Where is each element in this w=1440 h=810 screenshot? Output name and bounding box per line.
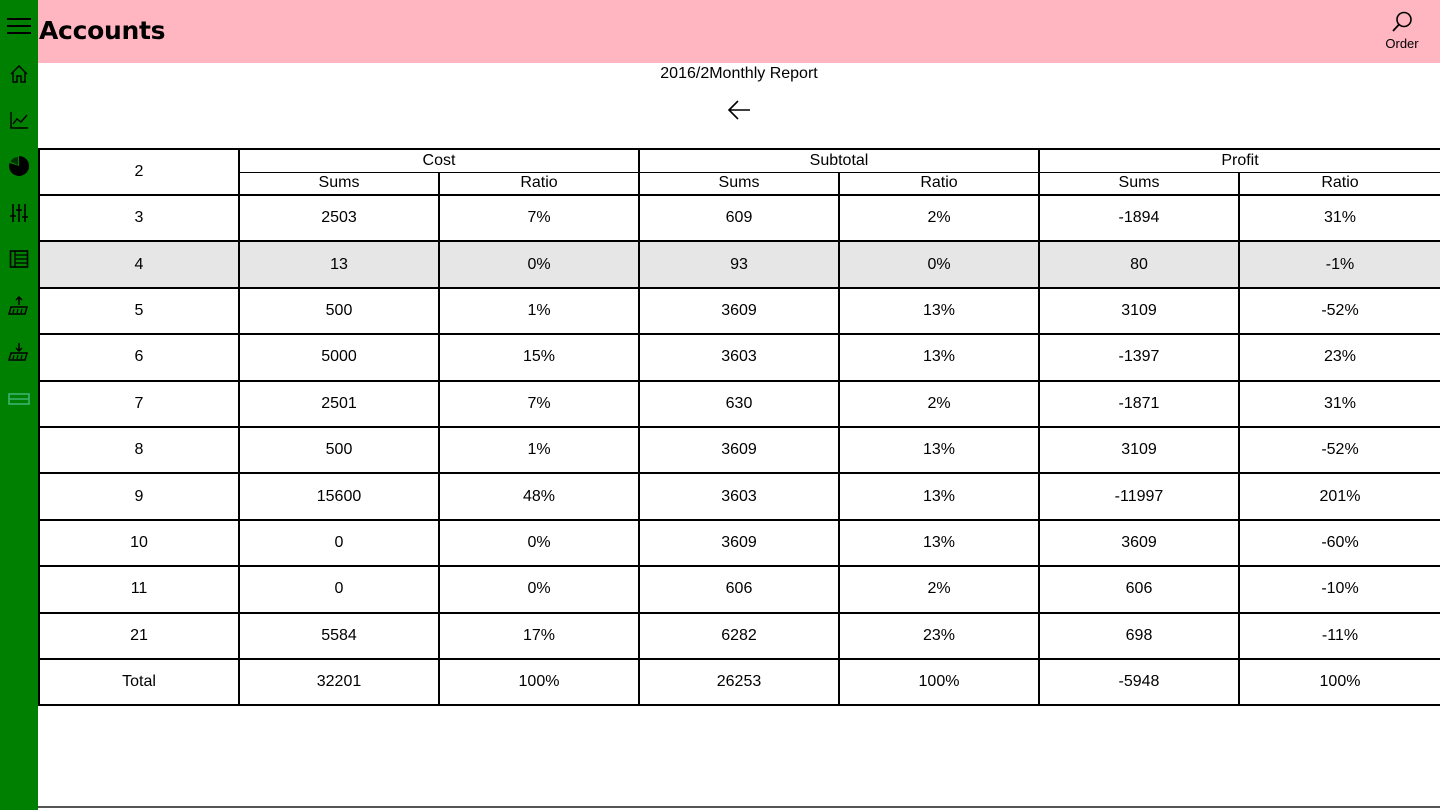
download-icon bbox=[8, 341, 30, 363]
table-cell: 3609 bbox=[639, 288, 839, 334]
table-cell: 13% bbox=[839, 520, 1039, 566]
nav-sliders[interactable] bbox=[0, 190, 38, 236]
table-cell: 606 bbox=[639, 566, 839, 612]
table-cell: 2501 bbox=[239, 381, 439, 427]
row-label: 21 bbox=[39, 613, 239, 659]
row-label: 3 bbox=[39, 195, 239, 241]
row-label: 10 bbox=[39, 520, 239, 566]
bottom-border bbox=[38, 806, 1440, 808]
table-cell: 32201 bbox=[239, 659, 439, 705]
table-cell: -1% bbox=[1239, 241, 1440, 287]
row-label: 8 bbox=[39, 427, 239, 473]
order-label: Order bbox=[1385, 36, 1419, 51]
table-row[interactable] bbox=[39, 334, 1440, 380]
row-label: Total bbox=[39, 659, 239, 705]
table-cell: 13 bbox=[239, 241, 439, 287]
table-cell: 3109 bbox=[1039, 288, 1239, 334]
table-cell: 0% bbox=[439, 241, 639, 287]
sliders-icon bbox=[9, 202, 29, 224]
header-bar bbox=[38, 0, 1440, 63]
table-cell: 100% bbox=[839, 659, 1039, 705]
nav-upload[interactable] bbox=[0, 283, 38, 329]
table-cell: 100% bbox=[1239, 659, 1440, 705]
nav-ledger[interactable] bbox=[0, 236, 38, 282]
sidebar bbox=[0, 0, 38, 810]
ledger-icon bbox=[9, 249, 29, 269]
row-label: 5 bbox=[39, 288, 239, 334]
table-cell: -11997 bbox=[1039, 473, 1239, 519]
table-cell: 0% bbox=[839, 241, 1039, 287]
monthly-report-table bbox=[38, 148, 1440, 706]
row-label: 4 bbox=[39, 241, 239, 287]
home-icon bbox=[9, 64, 29, 84]
row-label: 9 bbox=[39, 473, 239, 519]
table-cell: 500 bbox=[239, 427, 439, 473]
back-arrow-icon bbox=[726, 99, 752, 121]
table-cell: 0% bbox=[439, 520, 639, 566]
table-cell: 630 bbox=[639, 381, 839, 427]
nav-monthly-report[interactable] bbox=[0, 376, 38, 422]
table-row[interactable] bbox=[39, 195, 1440, 241]
table-cell: 15600 bbox=[239, 473, 439, 519]
table-cell: 31% bbox=[1239, 381, 1440, 427]
table-row[interactable] bbox=[39, 427, 1440, 473]
row-label: 11 bbox=[39, 566, 239, 612]
table-cell: 13% bbox=[839, 334, 1039, 380]
table-cell: -60% bbox=[1239, 520, 1440, 566]
nav-download[interactable] bbox=[0, 329, 38, 375]
nav-chart[interactable] bbox=[0, 97, 38, 143]
table-cell: -11% bbox=[1239, 613, 1440, 659]
table-row[interactable] bbox=[39, 520, 1440, 566]
table-cell: 2503 bbox=[239, 195, 439, 241]
table-cell: 6282 bbox=[639, 613, 839, 659]
table-cell: 48% bbox=[439, 473, 639, 519]
report-title: 2016/2Monthly Report bbox=[660, 65, 818, 82]
table-cell: 3609 bbox=[639, 427, 839, 473]
table-cell: 80 bbox=[1039, 241, 1239, 287]
table-cell: 100% bbox=[439, 659, 639, 705]
table-cell: 2% bbox=[839, 381, 1039, 427]
table-cell: 7% bbox=[439, 381, 639, 427]
table-cell: 609 bbox=[639, 195, 839, 241]
table-cell: 26253 bbox=[639, 659, 839, 705]
table-cell: 31% bbox=[1239, 195, 1440, 241]
hamburger-menu-icon bbox=[5, 15, 33, 37]
back-button[interactable] bbox=[722, 95, 756, 125]
table-cell: 500 bbox=[239, 288, 439, 334]
table-cell: 7% bbox=[439, 195, 639, 241]
table-cell: 0 bbox=[239, 520, 439, 566]
table-cell: 15% bbox=[439, 334, 639, 380]
row-label: 7 bbox=[39, 381, 239, 427]
monthly-report-icon bbox=[8, 392, 30, 406]
upload-icon bbox=[8, 295, 30, 317]
column-subheader: Sums bbox=[639, 172, 839, 195]
table-cell: 1% bbox=[439, 288, 639, 334]
table-cell: 0% bbox=[439, 566, 639, 612]
table-cell: -1894 bbox=[1039, 195, 1239, 241]
column-subheader: Sums bbox=[1039, 172, 1239, 195]
total-row[interactable] bbox=[39, 659, 1440, 705]
order-button[interactable] bbox=[1378, 10, 1426, 60]
table-cell: 3609 bbox=[1039, 520, 1239, 566]
table-row[interactable] bbox=[39, 241, 1440, 287]
table-cell: 13% bbox=[839, 427, 1039, 473]
table-cell: 5000 bbox=[239, 334, 439, 380]
group-header-cost: Cost bbox=[239, 149, 639, 172]
app-title: Accounts bbox=[39, 16, 166, 45]
table-row[interactable] bbox=[39, 381, 1440, 427]
table-cell: -52% bbox=[1239, 288, 1440, 334]
table-row[interactable] bbox=[39, 613, 1440, 659]
nav-home[interactable] bbox=[0, 51, 38, 97]
table-row[interactable] bbox=[39, 566, 1440, 612]
table-cell: 13% bbox=[839, 473, 1039, 519]
table-cell: 23% bbox=[1239, 334, 1440, 380]
table-cell: -5948 bbox=[1039, 659, 1239, 705]
column-subheader: Ratio bbox=[439, 172, 639, 195]
column-subheader: Sums bbox=[239, 172, 439, 195]
table-cell: -10% bbox=[1239, 566, 1440, 612]
table-cell: 3109 bbox=[1039, 427, 1239, 473]
line-chart-icon bbox=[9, 110, 29, 130]
search-icon bbox=[1390, 10, 1414, 34]
table-cell: -1871 bbox=[1039, 381, 1239, 427]
table-cell: 3603 bbox=[639, 334, 839, 380]
table-cell: 13% bbox=[839, 288, 1039, 334]
table-cell: 17% bbox=[439, 613, 639, 659]
table-cell: 23% bbox=[839, 613, 1039, 659]
table-cell: 698 bbox=[1039, 613, 1239, 659]
table-cell: 0 bbox=[239, 566, 439, 612]
pie-chart-icon bbox=[8, 155, 30, 177]
table-cell: 606 bbox=[1039, 566, 1239, 612]
table-cell: -1397 bbox=[1039, 334, 1239, 380]
hamburger-menu-button[interactable] bbox=[0, 4, 38, 48]
table-row[interactable] bbox=[39, 288, 1440, 334]
table-cell: 2% bbox=[839, 566, 1039, 612]
table-cell: 5584 bbox=[239, 613, 439, 659]
column-subheader: Ratio bbox=[1239, 172, 1440, 195]
group-header-profit: Profit bbox=[1039, 149, 1440, 172]
corner-header: 2 bbox=[39, 149, 239, 195]
column-subheader: Ratio bbox=[839, 172, 1039, 195]
table-cell: 201% bbox=[1239, 473, 1440, 519]
table-cell: 1% bbox=[439, 427, 639, 473]
table-cell: -52% bbox=[1239, 427, 1440, 473]
group-header-subtotal: Subtotal bbox=[639, 149, 1039, 172]
table-cell: 3609 bbox=[639, 520, 839, 566]
table-cell: 2% bbox=[839, 195, 1039, 241]
table-cell: 3603 bbox=[639, 473, 839, 519]
table-row[interactable] bbox=[39, 473, 1440, 519]
row-label: 6 bbox=[39, 334, 239, 380]
nav-pie[interactable] bbox=[0, 143, 38, 189]
table-cell: 93 bbox=[639, 241, 839, 287]
